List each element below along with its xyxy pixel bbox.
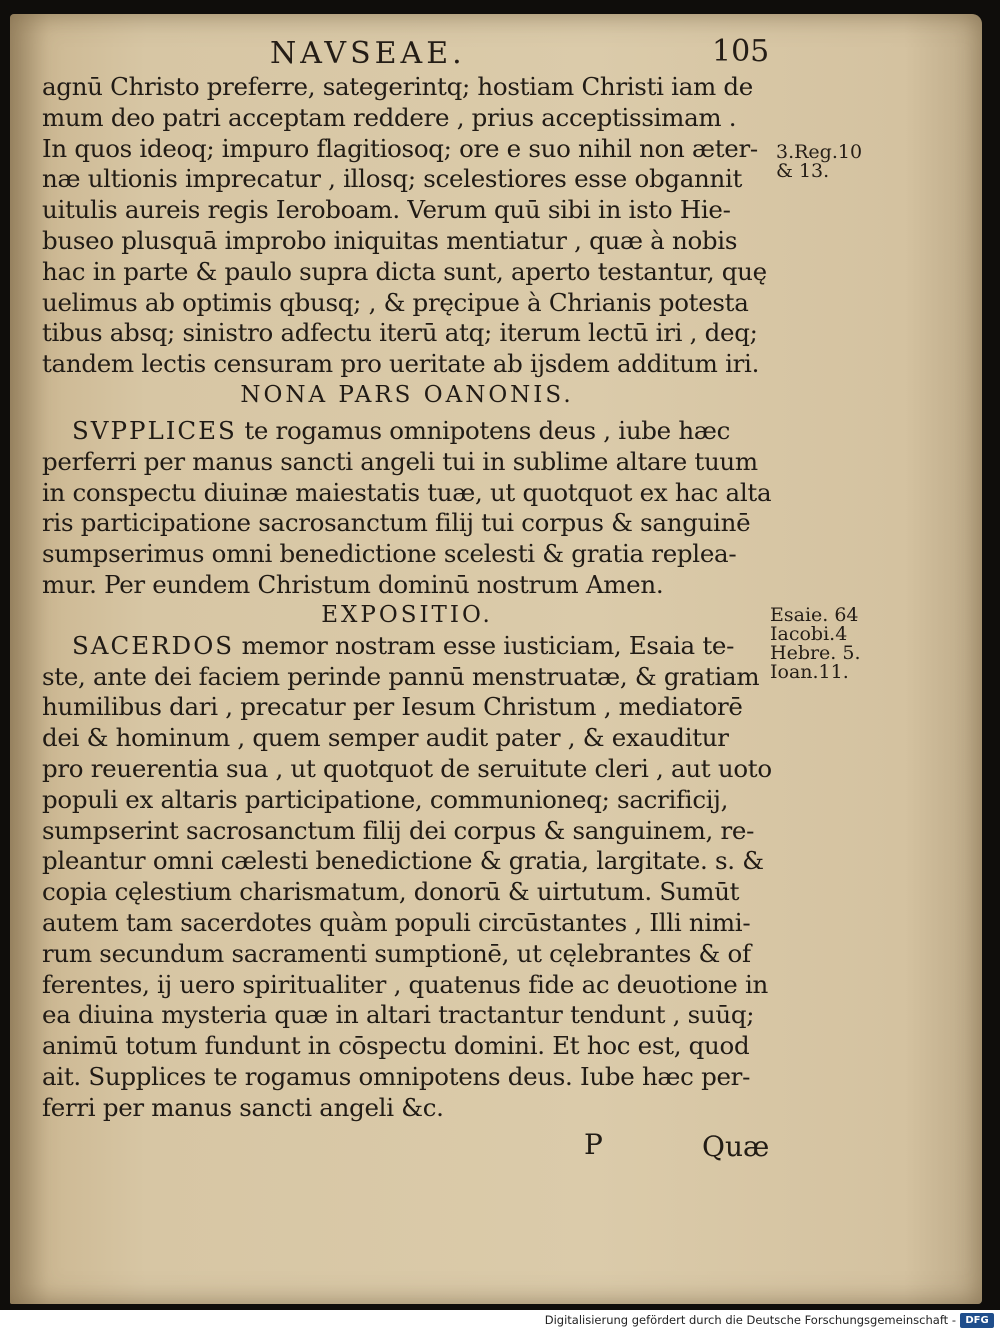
paragraph-continuation — [42, 72, 772, 411]
running-head: NAVSEAE. — [270, 36, 466, 71]
text-line: pleantur omni cælesti benedictione & gratia, largitate. s. & — [42, 846, 764, 876]
line-rest: memor nostram esse iusticiam, Esaia te- — [241, 630, 735, 660]
initial-word: SVPPLICES — [72, 416, 237, 445]
text-line: in conspectu diuinæ maiestatis tuæ, ut quotquot ex hac alta — [42, 477, 772, 507]
margin-note — [776, 143, 862, 181]
text-line: agnū Christo preferre, sategerintq; hostiam Christi iam de — [42, 72, 753, 101]
margin-note-line: & 13. — [776, 160, 830, 182]
margin-note — [770, 606, 861, 682]
margin-note-line: 3.Reg.10 — [776, 141, 863, 163]
footer-credit: Digitalisierung gefördert durch die Deutsche Forschungsgemeinschaft - — [544, 1313, 956, 1327]
text-line: humilibus dari , precatur per Iesum Christum , mediatorē — [42, 692, 743, 722]
text-line: autem tam sacerdotes quàm populi circūstantes , Illi nimi- — [42, 907, 751, 937]
text-line: sumpserimus omni benedictione scelesti & gratia replea- — [42, 539, 737, 569]
text-line: uitulis aureis regis Ieroboam. Verum quū sibi in isto Hie- — [42, 195, 731, 225]
text-line: næ ultionis imprecatur , illosq; scelestiores esse obgannit — [42, 164, 743, 194]
text-line: tandem lectis censuram pro ueritate ab ijsdem additum iri. — [42, 349, 760, 379]
text-line: ferri per manus sancti angeli &c. — [42, 1092, 444, 1122]
page-number: 105 — [712, 34, 770, 69]
signature-mark: P — [584, 1128, 603, 1161]
text-line: copia cęlestium charismatum, donorū & uirtutum. Sumūt — [42, 877, 740, 907]
footer-bar — [0, 1310, 1000, 1331]
text-line: ferentes, ij uero spiritualiter , quatenus fide ac deuotione in — [42, 969, 769, 999]
text-line: rum secundum sacramenti sumptionē, ut cęlebrantes & of — [42, 938, 751, 968]
dfg-logo: DFG — [960, 1313, 994, 1328]
text-line: uelimus ab optimis qbusq; , & pręcipue à Chrianis potesta — [42, 287, 749, 317]
text-line: dei & hominum , quem semper audit pater , & exauditur — [42, 723, 729, 753]
margin-note-line: Iacobi.4 — [770, 623, 848, 645]
section-heading: EXPOSITIO. — [321, 602, 493, 628]
text-line: ste, ante dei faciem perinde pannū menstruatæ, & gratiam — [42, 661, 760, 691]
expositio-text — [42, 600, 772, 1124]
margin-note-line: Ioan.11. — [770, 661, 849, 683]
text-line: perferri per manus sancti angeli tui in sublime altare tuum — [42, 446, 758, 476]
catchword: Quæ — [702, 1130, 770, 1163]
text-line: pro reuerentia sua , ut quotquot de seruitute cleri , aut uoto — [42, 753, 772, 783]
text-line: ea diuina mysteria quæ in altari tractantur tendunt , suūq; — [42, 1000, 755, 1030]
line-rest: te rogamus omnipotens deus , iube hæc — [244, 416, 730, 445]
canon-text — [42, 416, 772, 601]
section-heading: NONA PARS OANONIS. — [240, 381, 574, 408]
initial-word: SACERDOS — [72, 630, 235, 660]
text-line — [42, 416, 772, 447]
text-line: ris participatione sacrosanctum filij tui corpus & sanguinē — [42, 508, 751, 538]
text-line: hac in parte & paulo supra dicta sunt, aperto testantur, quę — [42, 256, 767, 286]
text-line — [42, 631, 772, 662]
text-line: buseo plusquā improbo iniquitas mentiatur , quæ à nobis — [42, 225, 738, 255]
margin-note-line: Esaie. 64 — [770, 604, 859, 626]
text-line: sumpserint sacrosanctum filij dei corpus & sanguinem, re- — [42, 815, 755, 845]
text-line: mur. Per eundem Christum dominū nostrum Amen. — [42, 569, 664, 599]
text-line: tibus absq; sinistro adfectu iterū atq; iterum lectū iri , deq; — [42, 318, 758, 348]
margin-note-line: Hebre. 5. — [770, 642, 861, 664]
text-line: In quos ideoq; impuro flagitiosoq; ore e suo nihil non æter- — [42, 133, 758, 163]
text-line: animū totum fundunt in cōspectu domini. Et hoc est, quod — [42, 1031, 750, 1061]
text-line: mum deo patri acceptam reddere , prius acceptissimam . — [42, 102, 737, 132]
text-line: ait. Supplices te rogamus omnipotens deus. Iube hæc per- — [42, 1061, 751, 1091]
text-line: populi ex altaris participatione, communioneq; sacrificij, — [42, 784, 729, 814]
